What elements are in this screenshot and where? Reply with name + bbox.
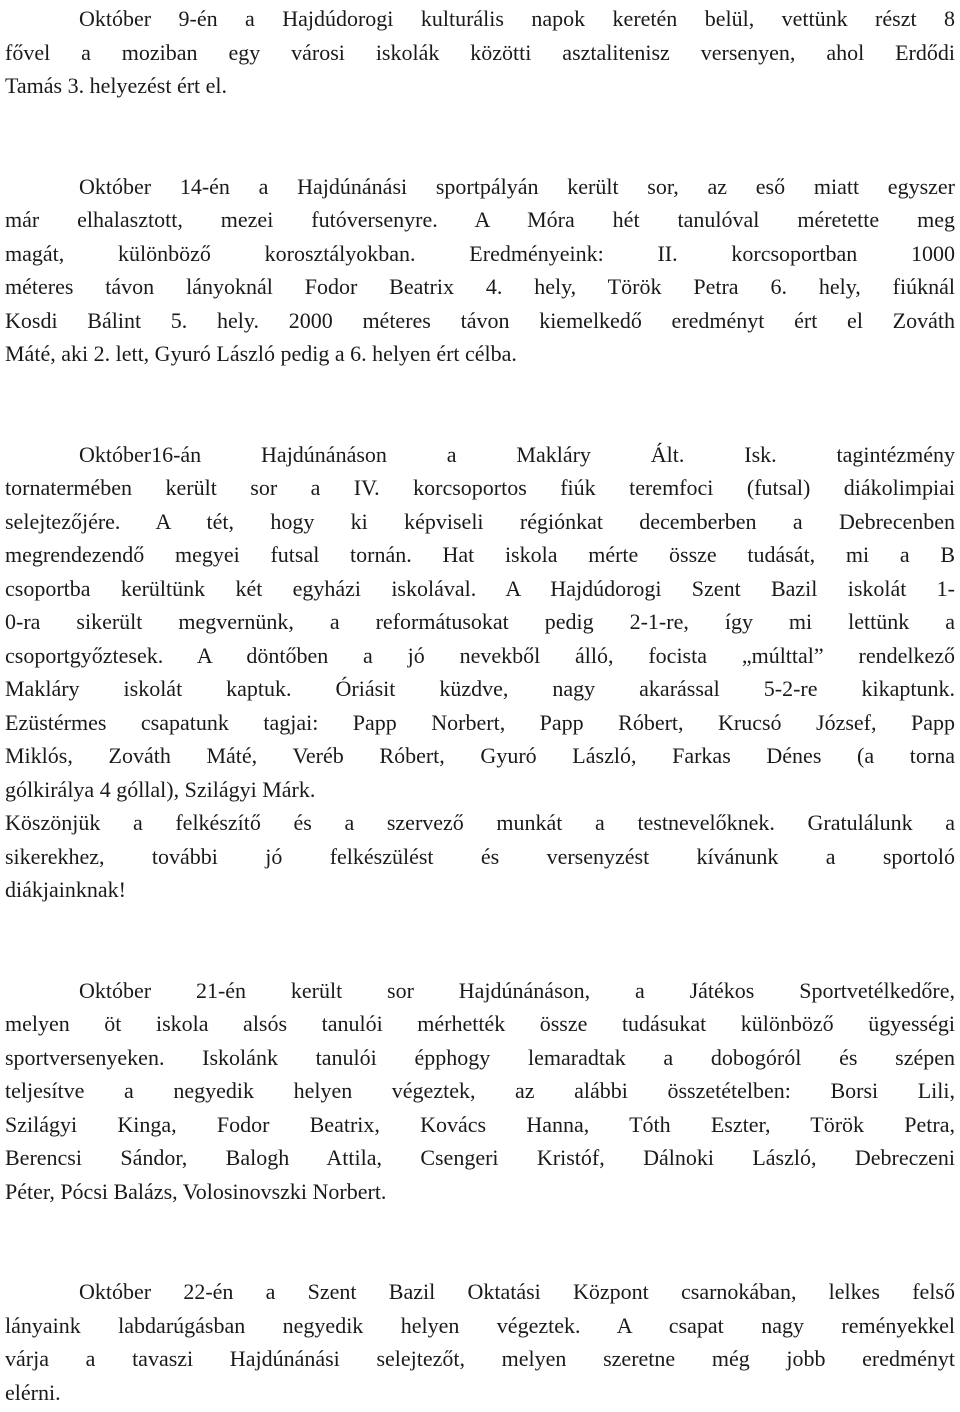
- text-line: Tamás 3. helyezést ért el.: [5, 73, 228, 98]
- paragraph-spacer: [5, 371, 955, 438]
- paragraph-spacer: [5, 1208, 955, 1275]
- paragraph-table-tennis: [5, 2, 955, 103]
- text-line: fővel a moziban egy városi iskolák közötti asztalitenisz versenyen, ahol Erdődi: [5, 39, 955, 65]
- text-line: Október 14-én a Hajdúnánási sportpályán került sor, az eső miatt egyszer: [79, 173, 955, 199]
- text-line: sikerekhez, további jó felkészülést és versenyzést kívánunk a sportoló: [5, 843, 955, 869]
- text-line: Október16-án Hajdúnánáson a Makláry Ált. Isk. tagintézmény: [79, 441, 955, 467]
- text-line: diákjainknak!: [5, 877, 126, 902]
- document-page: [5, 0, 955, 1409]
- text-line: csoportba kerültünk két egyházi iskolával. A Hajdúdorogi Szent Bazil iskolát 1-: [5, 575, 955, 601]
- text-line: lányaink labdarúgásban negyedik helyen végeztek. A csapat nagy reményekkel: [5, 1312, 955, 1338]
- text-line: teljesítve a negyedik helyen végeztek, az alábbi összetételben: Borsi Lili,: [5, 1078, 955, 1103]
- text-line: selejtezőjére. A tét, hogy ki képviseli régiónkat decemberben a Debrecenben: [5, 508, 955, 534]
- text-line: várja a tavaszi Hajdúnánási selejtezőt, melyen szeretne még jobb eredményt: [5, 1346, 955, 1371]
- text-line: Október 9-én a Hajdúdorogi kulturális napok keretén belül, vettünk részt 8: [79, 6, 955, 31]
- text-line: Október 21-én került sor Hajdúnánáson, a Játékos Sportvetélkedőre,: [79, 977, 955, 1003]
- text-line: sportversenyeken. Iskolánk tanulói épphogy lemaradtak a dobogóról és szépen: [5, 1044, 955, 1070]
- paragraph-cross-country: [5, 170, 955, 371]
- text-line: már elhalasztott, mezei futóversenyre. A Móra hét tanulóval méretette meg: [5, 207, 955, 232]
- text-line: 0-ra sikerült megvernünk, a reformátusokat pedig 2-1-re, így mi lettünk a: [5, 609, 955, 634]
- text-line: Berencsi Sándor, Balogh Attila, Csengeri Kristóf, Dálnoki László, Debreczeni: [5, 1145, 955, 1170]
- text-line: Máté, aki 2. lett, Gyuró László pedig a 6. helyen ért célba.: [5, 341, 517, 366]
- text-line: méteres távon lányoknál Fodor Beatrix 4. hely, Török Petra 6. hely, fiúknál: [5, 274, 955, 299]
- text-line: gólkirálya 4 góllal), Szilágyi Márk.: [5, 776, 316, 802]
- text-line: Kosdi Bálint 5. hely. 2000 méteres távon kiemelkedő eredményt ért el Zováth: [5, 307, 955, 333]
- text-line: csoportgyőztesek. A döntőben a jó nevekből álló, focista „múlttal” rendelkező: [5, 642, 955, 668]
- text-line: megrendezendő megyei futsal tornán. Hat iskola mérte össze tudását, mi a B: [5, 542, 955, 567]
- text-line: tornatermében került sor a IV. korcsoportos fiúk teremfoci (futsal) diákolimpiai: [5, 475, 955, 500]
- text-line: Október 22-én a Szent Bazil Oktatási Központ csarnokában, lelkes felső: [79, 1279, 955, 1304]
- paragraph-futsal: [5, 438, 955, 907]
- text-line: Ezüstérmes csapatunk tagjai: Papp Norbert, Papp Róbert, Krucsó József, Papp: [5, 709, 955, 735]
- paragraph-football: [5, 1275, 955, 1409]
- text-line: Szilágyi Kinga, Fodor Beatrix, Kovács Hanna, Tóth Eszter, Török Petra,: [5, 1111, 955, 1137]
- text-line: melyen öt iskola alsós tanulói mérhették össze tudásukat különböző ügyességi: [5, 1011, 955, 1036]
- text-line: Miklós, Zováth Máté, Veréb Róbert, Gyuró László, Farkas Dénes (a torna: [5, 743, 955, 768]
- text-line: Makláry iskolát kaptuk. Óriásit küzdve, nagy akarással 5-2-re kikaptunk.: [5, 676, 955, 701]
- text-line: Köszönjük a felkészítő és a szervező munkát a testnevelőknek. Gratulálunk a: [5, 810, 955, 835]
- text-line: magát, különböző korosztályokban. Eredményeink: II. korcsoportban 1000: [5, 240, 955, 266]
- paragraph-spacer: [5, 103, 955, 170]
- paragraph-sport-contest: [5, 974, 955, 1209]
- text-line: Péter, Pócsi Balázs, Volosinovszki Norbert.: [5, 1178, 387, 1204]
- text-line: elérni.: [5, 1379, 61, 1405]
- paragraph-spacer: [5, 907, 955, 974]
